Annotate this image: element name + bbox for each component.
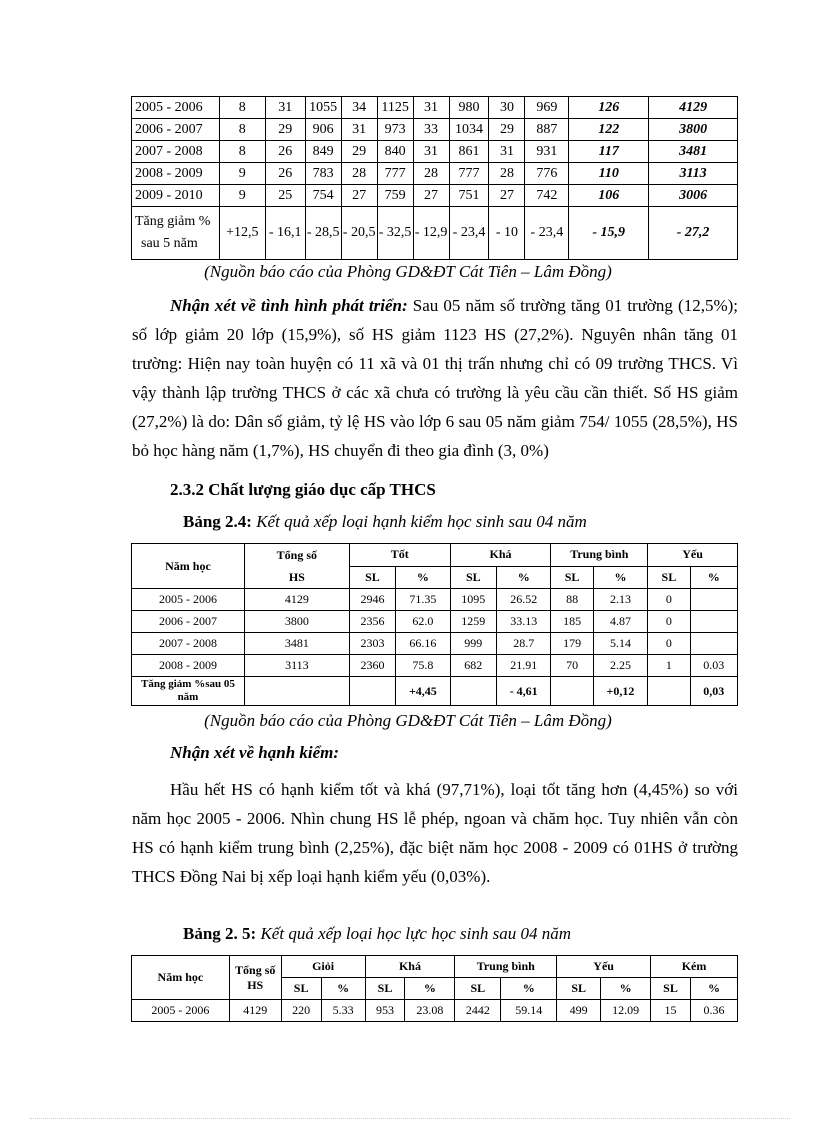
summary-label: Tăng giảm %sau 05 năm: [132, 677, 245, 706]
summary-row: [132, 207, 738, 260]
table-cell: 2.25: [593, 655, 647, 677]
summary-cell: [648, 677, 690, 706]
table-cell: 8: [219, 119, 265, 141]
paragraph-label: Nhận xét về tình hình phát triển:: [170, 296, 408, 315]
table-cell: 75.8: [396, 655, 450, 677]
table24-caption: [183, 512, 587, 532]
paragraph-text: Sau 05 năm số trường tăng 01 trường (12,5%); số lớp giảm 20 lớp (15,9%), số HS giảm 1123 HS (27,2%). Nguyên nhân tăng 01 trường: Hiện nay toàn huyện có 11 xã và 01 thị trấn nhưng chỉ có 09 trường THCS. Vì vậy thành lập trường THCS ở các xã chưa có trường là yêu cầu cần thiết. Số HS giảm (27,2%) là do: Dân số giảm, tỷ lệ HS vào lớp 6 sau 05 năm giảm 754/ 1055 (28,5%), HS bỏ học hàng năm (1,7%), HS chuyển đi theo gia đình (3, 0%): [132, 296, 738, 460]
table-cell: 4.87: [593, 611, 647, 633]
table-cell: 179: [551, 633, 593, 655]
header-total: Tổng số HS: [229, 956, 281, 1000]
table-cell: 4129: [649, 97, 738, 119]
academic-table: [131, 955, 738, 1022]
summary-row: [132, 677, 738, 706]
page-footer-dots: [30, 1118, 790, 1119]
table-cell: 953: [365, 1000, 405, 1022]
table-cell: 682: [450, 655, 496, 677]
table-cell: [690, 633, 737, 655]
header-year: Năm học: [132, 544, 245, 589]
table-cell: 0: [648, 611, 690, 633]
table-cell: 117: [569, 141, 649, 163]
table-cell: 26.52: [496, 589, 550, 611]
table-cell: 31: [265, 97, 305, 119]
summary-cell: - 10: [489, 207, 525, 260]
table-row: [132, 589, 738, 611]
table-cell: 62.0: [396, 611, 450, 633]
header-pct: %: [690, 978, 737, 1000]
table-cell: 9: [219, 163, 265, 185]
table-cell: 28: [489, 163, 525, 185]
table-cell: 751: [449, 185, 489, 207]
summary-cell: +12,5: [219, 207, 265, 260]
row-year: 2008 - 2009: [132, 655, 245, 677]
caption-label: Bảng 2.4:: [183, 512, 252, 531]
summary-cell: [349, 677, 395, 706]
header-pct: %: [321, 978, 365, 1000]
table-cell: 21.91: [496, 655, 550, 677]
header-pct: %: [496, 566, 550, 589]
table-row: [132, 611, 738, 633]
table-cell: 2303: [349, 633, 395, 655]
header-fair: Khá: [365, 956, 455, 978]
table-cell: 30: [489, 97, 525, 119]
table-cell: 3481: [649, 141, 738, 163]
table-cell: 0: [648, 633, 690, 655]
table-cell: 777: [449, 163, 489, 185]
table-cell: 27: [489, 185, 525, 207]
table-cell: 849: [305, 141, 341, 163]
table-cell: 0.36: [690, 1000, 737, 1022]
header-average: Trung bình: [551, 544, 648, 567]
table-cell: 31: [341, 119, 377, 141]
header-pct: %: [405, 978, 455, 1000]
table-cell: 2442: [455, 1000, 501, 1022]
table-cell: 28: [341, 163, 377, 185]
table-cell: 980: [449, 97, 489, 119]
table-cell: 28: [413, 163, 449, 185]
header-sl: SL: [455, 978, 501, 1000]
table-cell: 23.08: [405, 1000, 455, 1022]
header-sl: SL: [648, 566, 690, 589]
table-cell: 1055: [305, 97, 341, 119]
table-cell: 59.14: [501, 1000, 557, 1022]
header-total: Tổng số HS: [244, 544, 349, 589]
caption-label: Bảng 2. 5:: [183, 924, 257, 943]
table-cell: 742: [525, 185, 569, 207]
table-cell: 973: [377, 119, 413, 141]
table-cell: 2946: [349, 589, 395, 611]
caption-text: Kết quả xếp loại học lực học sinh sau 04 năm: [256, 924, 571, 943]
source-note: (Nguồn báo cáo của Phòng GD&ĐT Cát Tiên – Lâm Đồng): [204, 262, 612, 281]
table-cell: 1034: [449, 119, 489, 141]
row-year: 2005 - 2006: [132, 97, 220, 119]
caption-text: Kết quả xếp loại hạnh kiểm học sinh sau 04 năm: [251, 512, 587, 531]
header-sl: SL: [651, 978, 691, 1000]
table-cell: 499: [557, 1000, 601, 1022]
table-cell: 220: [281, 1000, 321, 1022]
table-cell: 31: [413, 97, 449, 119]
table-cell: 29: [489, 119, 525, 141]
table-cell: 2.13: [593, 589, 647, 611]
table-row: [132, 1000, 738, 1022]
summary-cell: [450, 677, 496, 706]
header-sl: SL: [450, 566, 496, 589]
header-average: Trung bình: [455, 956, 557, 978]
table-cell: 106: [569, 185, 649, 207]
table-cell: 906: [305, 119, 341, 141]
header-pct: %: [593, 566, 647, 589]
table-cell: 931: [525, 141, 569, 163]
header-excellent: Giỏi: [281, 956, 365, 978]
table-row: [132, 97, 738, 119]
table-cell: 122: [569, 119, 649, 141]
row-year: 2007 - 2008: [132, 633, 245, 655]
table-cell: 31: [413, 141, 449, 163]
header-year: Năm học: [132, 956, 230, 1000]
table-cell: 5.14: [593, 633, 647, 655]
row-year: 2006 - 2007: [132, 611, 245, 633]
table-cell: [690, 589, 737, 611]
table-cell: 33: [413, 119, 449, 141]
table-cell: 1259: [450, 611, 496, 633]
header-weak: Yếu: [648, 544, 738, 567]
conduct-comment-label: Nhận xét về hạnh kiểm:: [170, 743, 340, 762]
table-cell: 3800: [649, 119, 738, 141]
summary-cell: - 28,5: [305, 207, 341, 260]
table-cell: 26: [265, 163, 305, 185]
summary-cell: 0,03: [690, 677, 737, 706]
table-cell: 969: [525, 97, 569, 119]
table-cell: 25: [265, 185, 305, 207]
table-cell: 777: [377, 163, 413, 185]
table-cell: 70: [551, 655, 593, 677]
table-cell: 999: [450, 633, 496, 655]
table-cell: 3800: [244, 611, 349, 633]
conduct-table: [131, 543, 738, 706]
table-cell: 33.13: [496, 611, 550, 633]
table-cell: 8: [219, 141, 265, 163]
table-cell: 29: [265, 119, 305, 141]
table-cell: 27: [413, 185, 449, 207]
table-cell: 783: [305, 163, 341, 185]
table-cell: [690, 611, 737, 633]
header-fair: Khá: [450, 544, 551, 567]
table-cell: 759: [377, 185, 413, 207]
table-cell: 1: [648, 655, 690, 677]
header-pct: %: [601, 978, 651, 1000]
summary-cell: - 20,5: [341, 207, 377, 260]
summary-label: Tăng giảm % sau 5 năm: [132, 207, 220, 260]
header-weak: Yếu: [557, 956, 651, 978]
table-cell: 3113: [649, 163, 738, 185]
table-cell: 126: [569, 97, 649, 119]
table-cell: 29: [341, 141, 377, 163]
table-cell: 71.35: [396, 589, 450, 611]
header-sl: SL: [557, 978, 601, 1000]
table-cell: 31: [489, 141, 525, 163]
table-cell: 5.33: [321, 1000, 365, 1022]
header-sl: SL: [551, 566, 593, 589]
header-pct: %: [690, 566, 737, 589]
summary-cell: - 27,2: [649, 207, 738, 260]
table-row: [132, 633, 738, 655]
table-cell: 2360: [349, 655, 395, 677]
table-cell: 3006: [649, 185, 738, 207]
table-row: [132, 185, 738, 207]
paragraph-text: Hầu hết HS có hạnh kiểm tốt và khá (97,71%), loại tốt tăng hơn (4,45%) so với năm học 2005 - 2006. Nhìn chung HS lễ phép, ngoan và chăm học. Tuy nhiên vẫn còn HS có hạnh kiểm trung bình (2,25%), đặc biệt năm học 2008 - 2009 có 01HS ở trường THCS Đồng Nai bị xếp loại hạnh kiểm yếu (0,03%).: [132, 780, 738, 886]
table-cell: 34: [341, 97, 377, 119]
summary-cell: - 23,4: [449, 207, 489, 260]
row-year: 2006 - 2007: [132, 119, 220, 141]
summary-cell: - 23,4: [525, 207, 569, 260]
summary-cell: +0,12: [593, 677, 647, 706]
table-cell: 88: [551, 589, 593, 611]
development-paragraph: [132, 291, 738, 465]
table-cell: 8: [219, 97, 265, 119]
table-cell: 861: [449, 141, 489, 163]
table-cell: 12.09: [601, 1000, 651, 1022]
header-poor: Kém: [651, 956, 738, 978]
header-sl: SL: [365, 978, 405, 1000]
table-cell: 887: [525, 119, 569, 141]
summary-cell: +4,45: [396, 677, 450, 706]
summary-cell: [244, 677, 349, 706]
row-year: 2009 - 2010: [132, 185, 220, 207]
summary-cell: - 32,5: [377, 207, 413, 260]
row-year: 2008 - 2009: [132, 163, 220, 185]
table-cell: 110: [569, 163, 649, 185]
table-cell: 0.03: [690, 655, 737, 677]
table-cell: 185: [551, 611, 593, 633]
header-pct: %: [501, 978, 557, 1000]
header-good: Tốt: [349, 544, 450, 567]
table-cell: 3113: [244, 655, 349, 677]
table25-caption: [183, 924, 571, 944]
table-cell: 3481: [244, 633, 349, 655]
row-year: 2007 - 2008: [132, 141, 220, 163]
table-row: [132, 163, 738, 185]
table-row: [132, 141, 738, 163]
table-cell: 1095: [450, 589, 496, 611]
row-year: 2005 - 2006: [132, 589, 245, 611]
table-cell: 4129: [229, 1000, 281, 1022]
table-cell: 4129: [244, 589, 349, 611]
conduct-paragraph: [132, 775, 738, 891]
table-cell: 840: [377, 141, 413, 163]
table-cell: 0: [648, 589, 690, 611]
summary-cell: - 12,9: [413, 207, 449, 260]
table-cell: 2356: [349, 611, 395, 633]
summary-cell: - 4,61: [496, 677, 550, 706]
summary-cell: [551, 677, 593, 706]
header-sl: SL: [281, 978, 321, 1000]
header-pct: %: [396, 566, 450, 589]
row-year: 2005 - 2006: [132, 1000, 230, 1022]
summary-cell: - 15,9: [569, 207, 649, 260]
section-heading: 2.3.2 Chất lượng giáo dục cấp THCS: [170, 480, 436, 499]
table-cell: 15: [651, 1000, 691, 1022]
table-row: [132, 119, 738, 141]
table-cell: 9: [219, 185, 265, 207]
table-row: [132, 655, 738, 677]
table-cell: 26: [265, 141, 305, 163]
table-cell: 1125: [377, 97, 413, 119]
table-cell: 776: [525, 163, 569, 185]
table-cell: 66.16: [396, 633, 450, 655]
summary-cell: - 16,1: [265, 207, 305, 260]
source-note-2: (Nguồn báo cáo của Phòng GD&ĐT Cát Tiên – Lâm Đồng): [204, 711, 612, 730]
table-cell: 754: [305, 185, 341, 207]
table-cell: 27: [341, 185, 377, 207]
table-cell: 28.7: [496, 633, 550, 655]
school-stats-table: [131, 96, 738, 260]
header-sl: SL: [349, 566, 395, 589]
